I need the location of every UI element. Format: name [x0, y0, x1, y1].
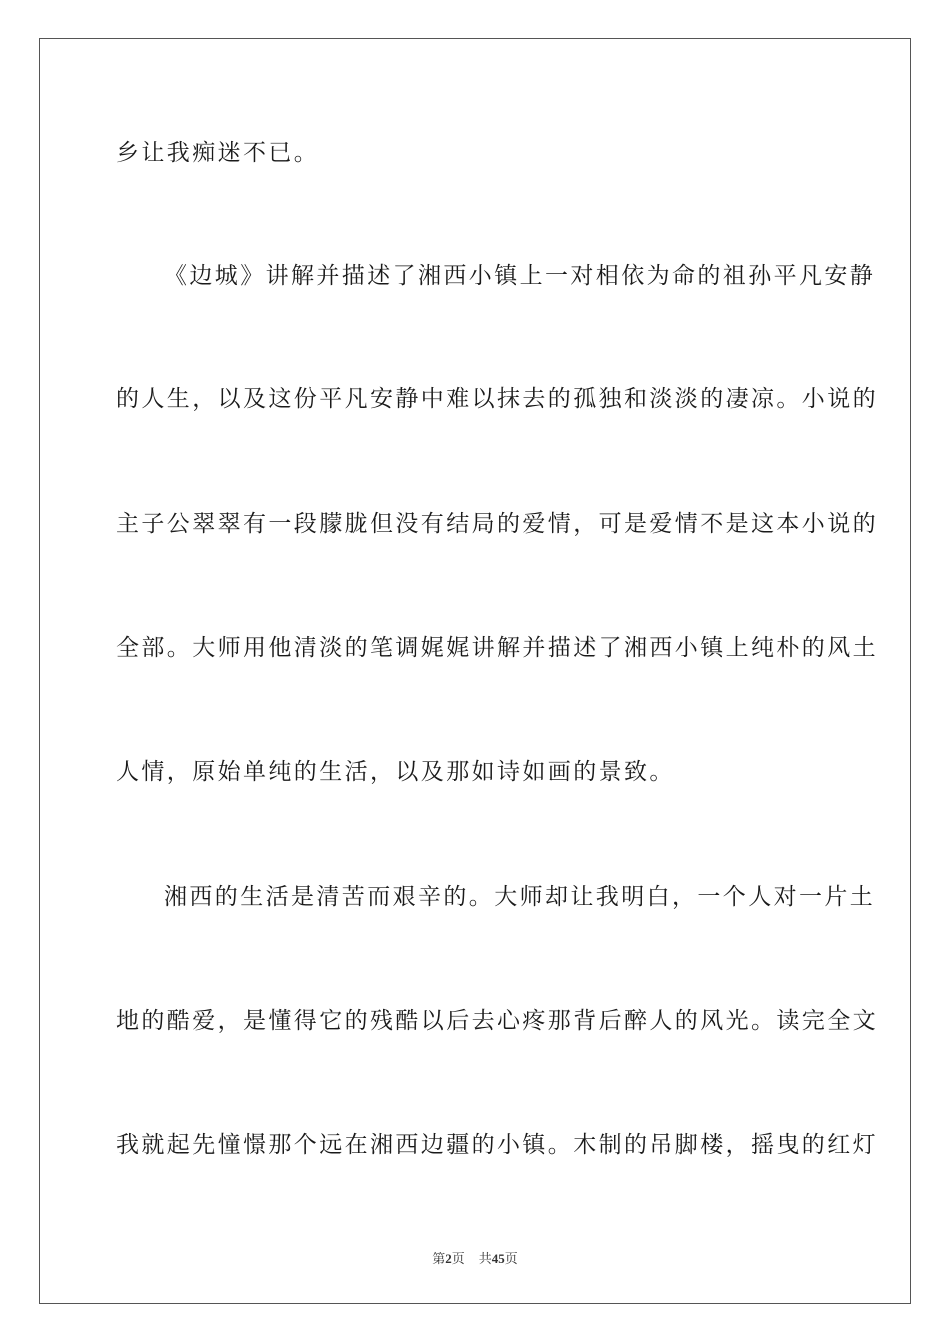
footer-page-suffix: 页: [451, 1251, 465, 1266]
text-line-3: 的人生，以及这份平凡安静中难以抹去的孤独和淡淡的凄凉。小说的: [116, 386, 878, 412]
footer-total-pages: 45: [491, 1251, 505, 1266]
footer-page-number: 2: [445, 1251, 452, 1266]
page-footer: [0, 1248, 950, 1267]
text-line-7: 湘西的生活是清苦而艰辛的。大师却让我明白，一个人对一片土: [164, 884, 876, 910]
text-line-2: 《边城》讲解并描述了湘西小镇上一对相依为命的祖孙平凡安静: [164, 263, 876, 289]
text-line-6: 人情，原始单纯的生活，以及那如诗如画的景致。: [116, 759, 675, 785]
text-line-9: 我就起先憧憬那个远在湘西边疆的小镇。木制的吊脚楼，摇曳的红灯: [116, 1132, 878, 1158]
text-line-5: 全部。大师用他清淡的笔调娓娓讲解并描述了湘西小镇上纯朴的风土: [116, 635, 878, 661]
footer-total-prefix: 共: [478, 1251, 492, 1266]
page-border: [39, 38, 911, 1304]
footer-page-prefix: 第: [432, 1251, 446, 1266]
text-line-8: 地的酷爱，是懂得它的残酷以后去心疼那背后醉人的风光。读完全文: [116, 1008, 878, 1034]
text-line-1: 乡让我痴迷不已。: [116, 140, 320, 166]
footer-total-suffix: 页: [504, 1251, 518, 1266]
text-line-4: 主子公翠翠有一段朦胧但没有结局的爱情，可是爱情不是这本小说的: [116, 511, 878, 537]
